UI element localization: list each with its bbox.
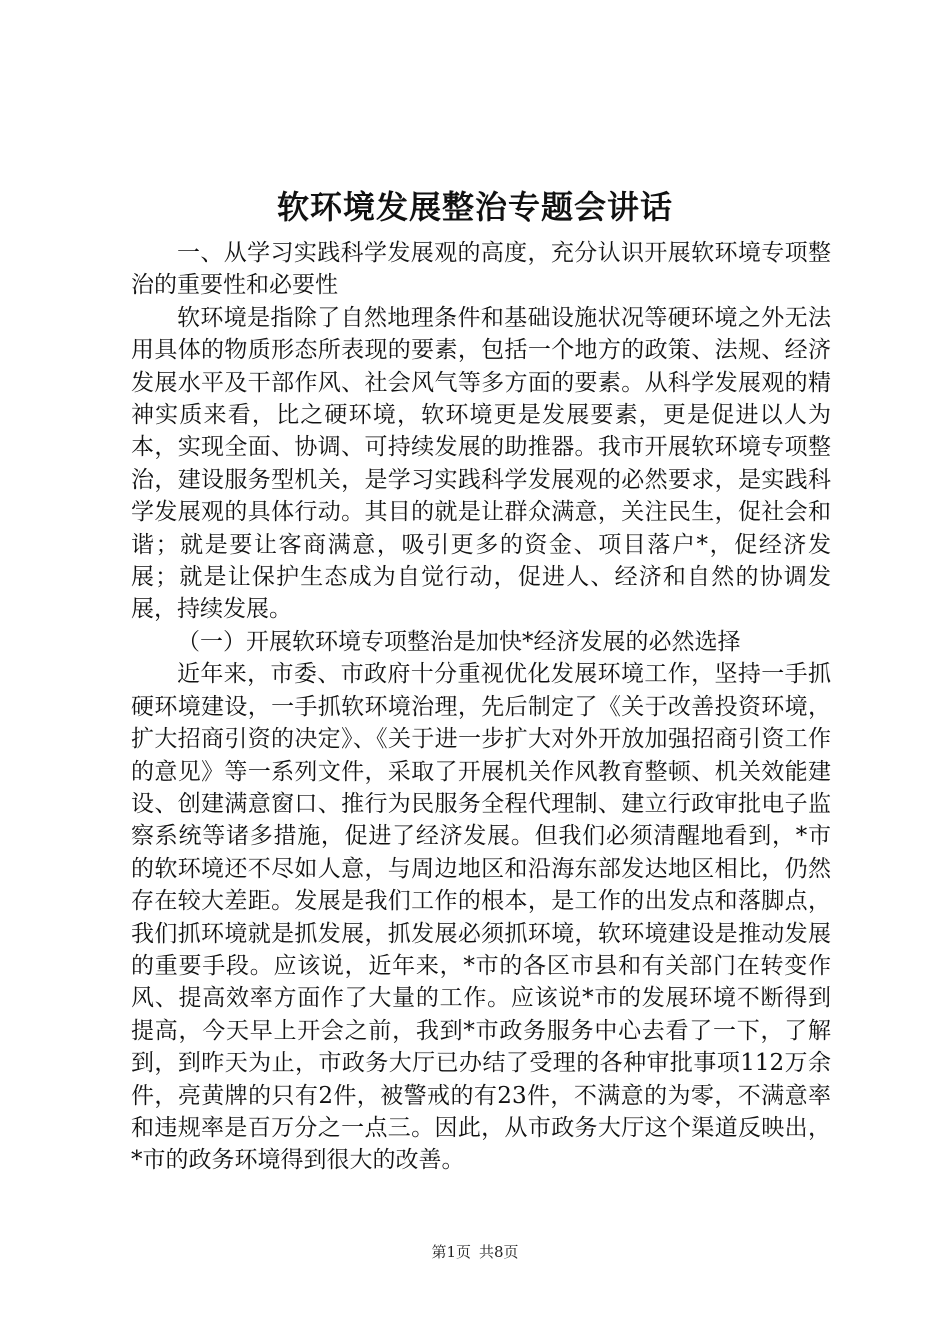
- document-title: 软环境发展整治专题会讲话: [276, 188, 673, 226]
- page-footer: [0, 1242, 950, 1262]
- body-paragraph-1: 软环境是指除了自然地理条件和基础设施状况等硬环境之外无法用具体的物质形态所表现的要素，包括一个地方的政策、法规、经济发展水平及干部作风、社会风气等多方面的要素。从科学发展观的精神实质来看，比之硬环境，软环境更是发展要素，更是促进以人为本，实现全面、协调、可持续发展的助推器。我市开展软环境专项整治，建设服务型机关，是学习实践科学发展观的必然要求，是实践科学发展观的具体行动。其目的就是让群众满意，关注民生，促社会和谐；就是要让客商满意，吸引更多的资金、项目落户*，促经济发展；就是让保护生态成为自觉行动，促进人、经济和自然的协调发展，持续发展。: [131, 304, 831, 623]
- body-paragraph-2: 近年来，市委、市政府十分重视优化发展环境工作，坚持一手抓硬环境建设，一手抓软环境治理，先后制定了《关于改善投资环境，扩大招商引资的决定》、《关于进一步扩大对外开放加强招商引资工作的意见》等一系列文件，采取了开展机关作风教育整顿、机关效能建设、创建满意窗口、推行为民服务全程代理制、建立行政审批电子监察系统等诸多措施，促进了经济发展。但我们必须清醒地看到，*市的软环境还不尽如人意，与周边地区和沿海东部发达地区相比，仍然存在较大差距。发展是我们工作的根本，是工作的出发点和落脚点，我们抓环境就是抓发展，抓发展必须抓环境，软环境建设是推动发展的重要手段。应该说，近年来，*市的各区市县和有关部门在转变作风、提高效率方面作了大量的工作。应该说*市的发展环境不断得到提高，今天早上开会之前，我到*市政务服务中心去看了一下，了解到，到昨天为止，市政务大厅已办结了受理的各种审批事项112万余件，亮黄牌的只有2件，被警戒的有23件，不满意的为零，不满意率和违规率是百万分之一点三。因此，从市政务大厅这个渠道反映出，*市的政务环境得到很大的改善。: [131, 661, 831, 1174]
- heading-paragraph-1: 一、从学习实践科学发展观的高度，充分认识开展软环境专项整治的重要性和必要性: [131, 240, 831, 299]
- document-body: [131, 237, 831, 1177]
- subheading-paragraph-1: （一）开展软环境专项整治是加快*经济发展的必然选择: [177, 628, 741, 655]
- page-number: 第1页: [431, 1243, 471, 1261]
- total-pages: 共8页: [479, 1243, 519, 1261]
